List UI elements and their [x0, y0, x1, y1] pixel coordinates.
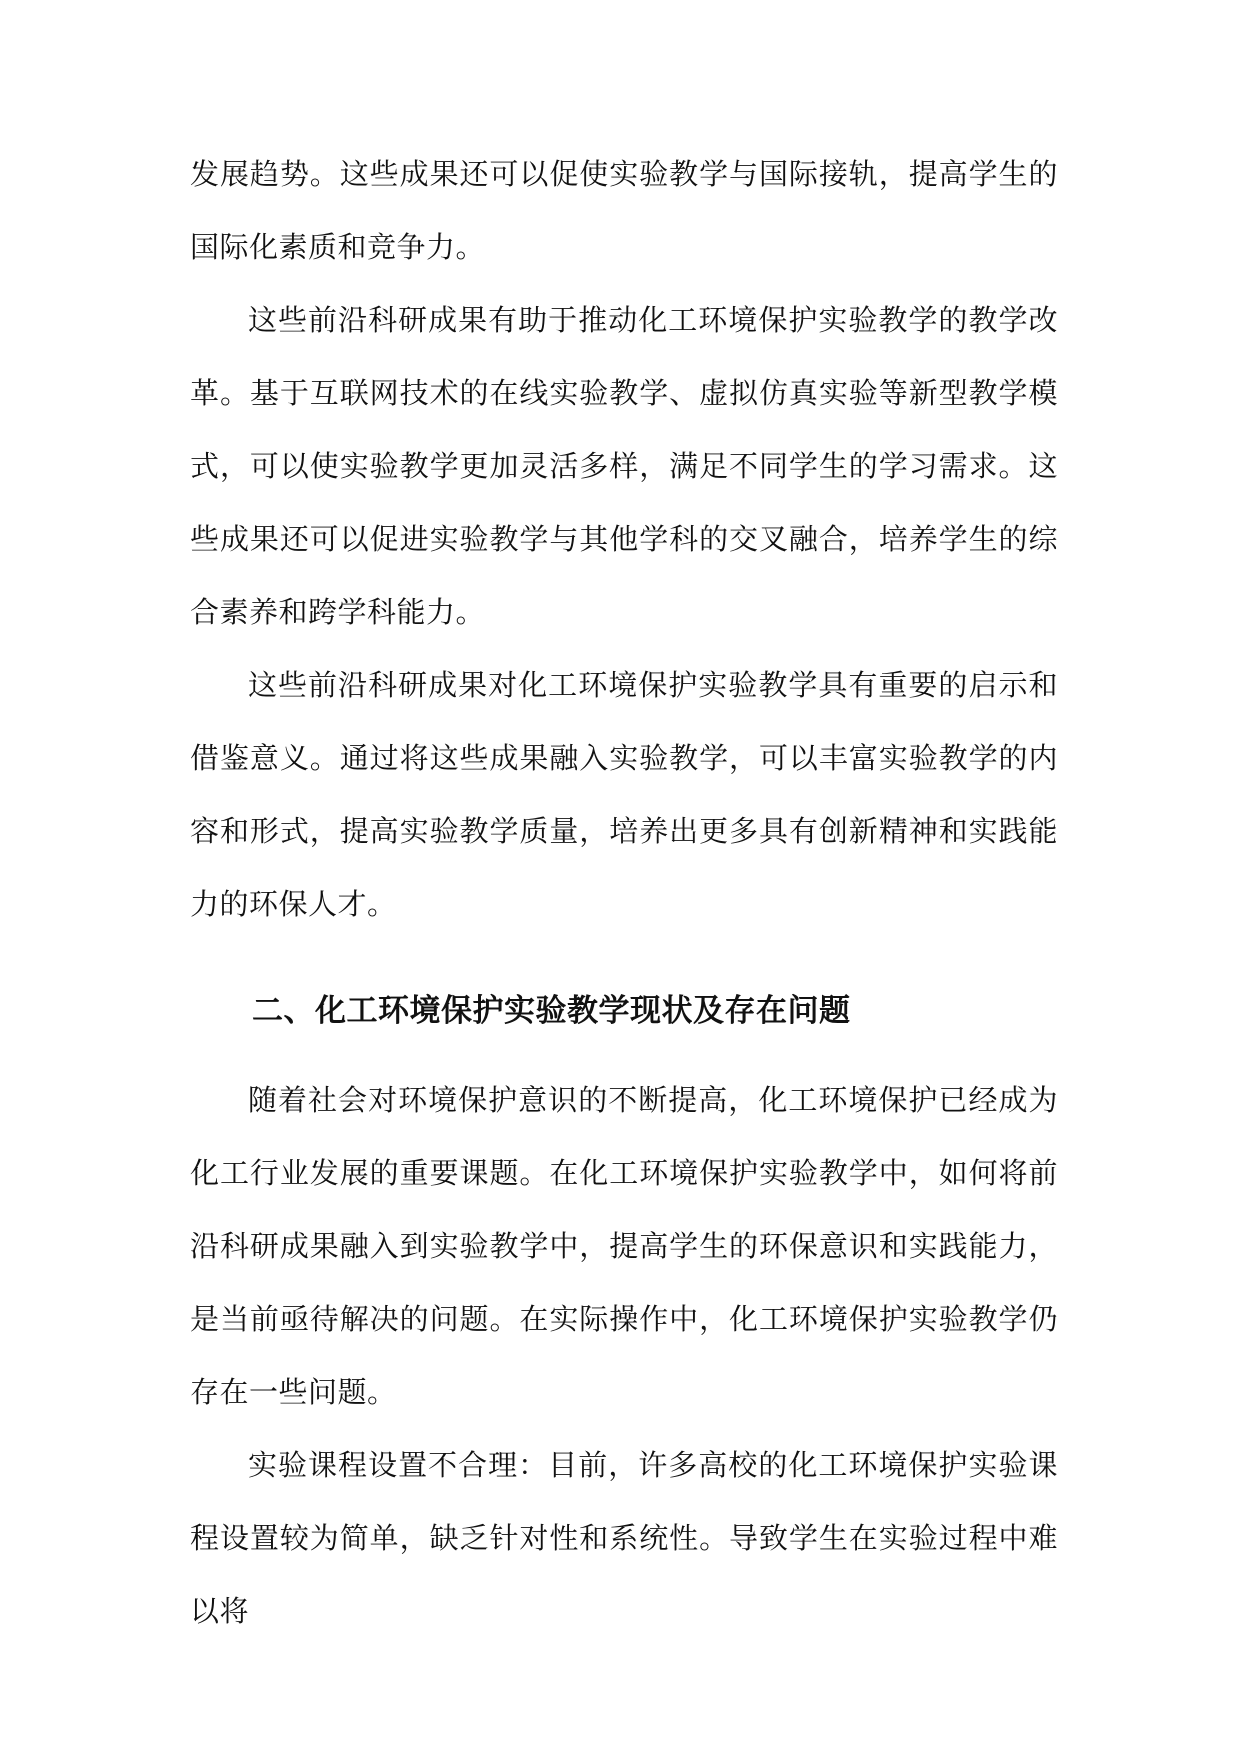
paragraph-inspiration: 这些前沿科研成果对化工环境保护实验教学具有重要的启示和借鉴意义。通过将这些成果融入实验教学，可以丰富实验教学的内容和形式，提高实验教学质量，培养出更多具有创新精神和实践能力的环保人才。: [190, 668, 1058, 921]
paragraph-course-setting: 实验课程设置不合理：目前，许多高校的化工环境保护实验课程设置较为简单，缺乏针对性和系统性。导致学生在实验过程中难以将: [190, 1448, 1058, 1628]
paragraph-teaching-reform: 这些前沿科研成果有助于推动化工环境保护实验教学的教学改革。基于互联网技术的在线实验教学、虚拟仿真实验等新型教学模式，可以使实验教学更加灵活多样，满足不同学生的学习需求。这些成果还可以促进实验教学与其他学科的交叉融合，培养学生的综合素养和跨学科能力。: [190, 303, 1058, 629]
paragraph-continuation: 发展趋势。这些成果还可以促使实验教学与国际接轨，提高学生的国际化素质和竞争力。: [190, 157, 1058, 264]
document-page: [190, 138, 1058, 1648]
paragraph-current-situation: 随着社会对环境保护意识的不断提高，化工环境保护已经成为化工行业发展的重要课题。在化工环境保护实验教学中，如何将前沿科研成果融入到实验教学中，提高学生的环保意识和实践能力，是当前亟待解决的问题。在实际操作中，化工环境保护实验教学仍存在一些问题。: [190, 1083, 1058, 1409]
section-heading: 二、化工环境保护实验教学现状及存在问题: [252, 993, 851, 1029]
